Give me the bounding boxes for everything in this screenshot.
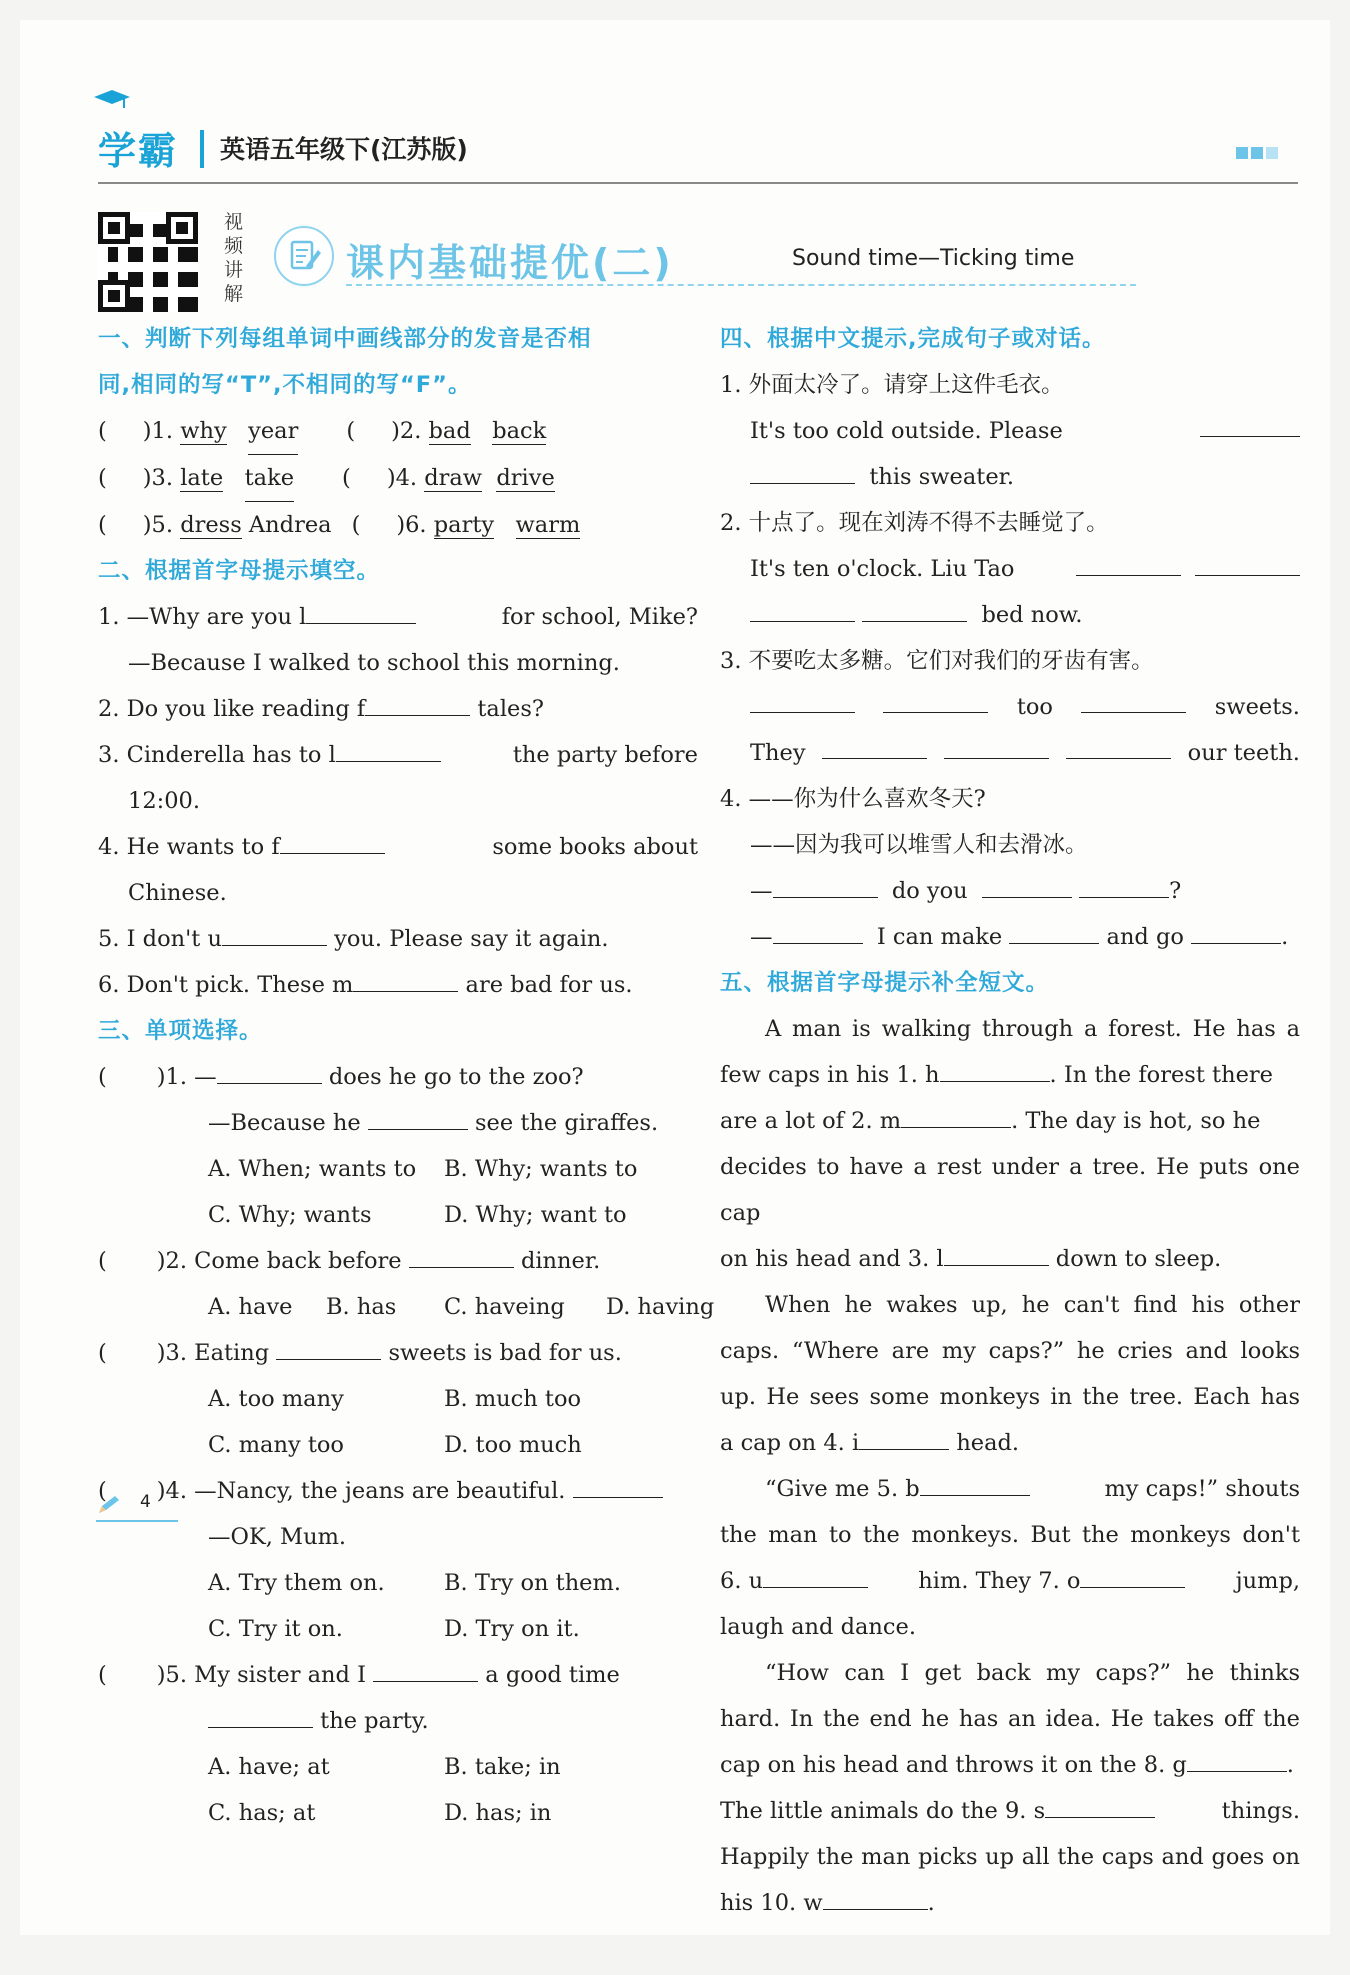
passage-line: The little animals do the 9. s things. xyxy=(720,1788,1300,1834)
left-column xyxy=(98,316,715,1836)
part3-heading: 三、单项选择。 xyxy=(98,1018,263,1044)
choice-options xyxy=(98,1146,698,1192)
answer-blank[interactable] xyxy=(373,1653,478,1682)
fill-item: 3. Cinderella has to l the party before xyxy=(98,732,698,778)
answer-paren[interactable]: ( xyxy=(98,1662,107,1688)
option[interactable]: A. Try them on. xyxy=(208,1570,385,1596)
answer-blank[interactable] xyxy=(276,1331,381,1360)
answer-paren[interactable]: ( xyxy=(98,1248,107,1274)
page-footer xyxy=(96,1492,178,1522)
choice-item: ( )3. Eating sweets is bad for us. xyxy=(98,1330,698,1376)
sentence-line: — I can make and go . xyxy=(720,914,1300,960)
answer-blank[interactable] xyxy=(1076,547,1181,576)
option[interactable]: B. Try on them. xyxy=(444,1570,621,1596)
answer-blank[interactable] xyxy=(1080,1559,1185,1588)
chinese-prompt: 3. 不要吃太多糖。它们对我们的牙齿有害。 xyxy=(720,648,1154,674)
chinese-prompt: 2. 十点了。现在刘涛不得不去睡觉了。 xyxy=(720,510,1109,536)
sentence-line: bed now. xyxy=(720,592,1300,638)
phonics-row: ( )5. dress Andrea ( )6. party warm xyxy=(98,512,581,538)
section-title: 课内基础提优(二) xyxy=(346,241,674,285)
passage-line: hard. In the end he has an idea. He takes off the xyxy=(720,1706,1300,1732)
fill-item-cont: 12:00. xyxy=(128,788,200,814)
passage-line: decides to have a rest under a tree. He puts one cap xyxy=(720,1154,1300,1226)
answer-blank[interactable] xyxy=(1079,869,1169,898)
passage-line: up. He sees some monkeys in the tree. Each has xyxy=(720,1384,1300,1410)
pencil-icon xyxy=(96,1494,122,1516)
sentence-line: It's ten o'clock. Liu Tao xyxy=(720,546,1300,592)
answer-paren[interactable]: ( xyxy=(342,465,351,491)
workbook-page xyxy=(20,20,1330,1935)
option[interactable]: B. Why; wants to xyxy=(444,1156,638,1182)
answer-blank[interactable] xyxy=(750,684,855,713)
option[interactable]: C. haveing xyxy=(444,1294,565,1320)
phonics-row: ( )1. why year ( )2. bad back xyxy=(98,408,698,455)
passage-line: are a lot of 2. m . The day is hot, so he xyxy=(720,1098,1300,1144)
choice-options xyxy=(98,1606,698,1652)
answer-blank[interactable] xyxy=(365,687,470,716)
passage-line: “How can I get back my caps?” he thinks xyxy=(765,1660,1300,1686)
answer-blank[interactable] xyxy=(1009,915,1099,944)
answer-blank[interactable] xyxy=(822,730,927,759)
section-divider xyxy=(346,284,1136,286)
notebook-pencil-icon xyxy=(274,226,334,286)
answer-blank[interactable] xyxy=(823,1881,928,1910)
brand-logo: 学霸 xyxy=(98,129,179,173)
answer-blank[interactable] xyxy=(336,733,441,762)
answer-blank[interactable] xyxy=(1081,684,1186,713)
fill-item: 4. He wants to f some books about xyxy=(98,824,698,870)
answer-paren[interactable]: ( xyxy=(98,1340,107,1366)
answer-blank[interactable] xyxy=(944,1237,1049,1266)
fill-item: 1. —Why are you l for school, Mike? xyxy=(98,594,698,640)
option[interactable]: D. having xyxy=(606,1294,715,1320)
chinese-prompt: 4. ——你为什么喜欢冬天? xyxy=(720,786,986,812)
answer-blank[interactable] xyxy=(920,1467,1030,1496)
passage-line: Happily the man picks up all the caps and goes on xyxy=(720,1844,1300,1870)
part1-heading: 一、判断下列每组单词中画线部分的发音是否相 xyxy=(98,326,592,352)
phonics-row: ( )3. late take ( )4. draw drive xyxy=(98,455,698,502)
book-title: 英语五年级下(江苏版) xyxy=(220,135,468,164)
fill-item: 6. Don't pick. These m are bad for us. xyxy=(98,962,698,1008)
option[interactable]: B. much too xyxy=(444,1386,582,1412)
answer-blank[interactable] xyxy=(750,593,855,622)
choice-options xyxy=(98,1560,698,1606)
answer-blank[interactable] xyxy=(1045,1789,1155,1818)
section-subtitle: Sound time—Ticking time xyxy=(792,246,1075,271)
answer-blank[interactable] xyxy=(353,963,458,992)
qr-code[interactable] xyxy=(98,212,198,312)
fill-item-cont: Chinese. xyxy=(128,880,227,906)
logo-divider xyxy=(200,130,204,168)
choice-item-cont: —OK, Mum. xyxy=(208,1524,347,1550)
answer-blank[interactable] xyxy=(280,825,385,854)
choice-options xyxy=(98,1284,715,1330)
passage-line: few caps in his 1. h . In the forest there xyxy=(720,1052,1300,1098)
choice-options xyxy=(98,1422,698,1468)
choice-options xyxy=(98,1790,698,1836)
answer-paren[interactable]: ( xyxy=(346,418,356,444)
option[interactable]: D. has; in xyxy=(444,1800,552,1826)
answer-paren[interactable]: ( xyxy=(351,512,361,538)
answer-paren[interactable]: ( xyxy=(98,465,107,491)
qr-label: 视频讲解 xyxy=(224,211,244,305)
sentence-line: this sweater. xyxy=(720,454,1300,500)
passage-line: caps. “Where are my caps?” he cries and looks xyxy=(720,1338,1300,1364)
answer-paren[interactable]: ( xyxy=(98,1478,107,1504)
part5-heading: 五、根据首字母提示补全短文。 xyxy=(720,970,1050,996)
sentence-line: It's too cold outside. Please xyxy=(720,408,1300,454)
option[interactable]: D. Why; want to xyxy=(444,1202,627,1228)
answer-paren[interactable]: ( xyxy=(98,512,107,538)
header-decoration xyxy=(1233,144,1278,163)
choice-item-cont: the party. xyxy=(98,1698,698,1744)
fill-item: 2. Do you like reading f tales? xyxy=(98,686,698,732)
answer-blank[interactable] xyxy=(901,1099,1011,1128)
graduation-cap-icon xyxy=(92,88,132,110)
sentence-line: — do you ? xyxy=(720,868,1300,914)
option[interactable]: C. has; at xyxy=(208,1800,316,1826)
option[interactable]: A. When; wants to xyxy=(208,1156,417,1182)
answer-blank[interactable] xyxy=(1195,547,1300,576)
answer-blank[interactable] xyxy=(409,1239,514,1268)
answer-blank[interactable] xyxy=(883,684,988,713)
option[interactable]: A. have; at xyxy=(208,1754,330,1780)
passage-line: When he wakes up, he can't find his other xyxy=(765,1292,1300,1318)
choice-options xyxy=(98,1744,698,1790)
answer-blank[interactable] xyxy=(1191,915,1281,944)
page-header xyxy=(98,102,1298,184)
answer-blank[interactable] xyxy=(1066,730,1171,759)
sentence-line: too sweets. xyxy=(720,684,1300,730)
option[interactable]: B. take; in xyxy=(444,1754,561,1780)
page-number: 4 xyxy=(140,1492,151,1512)
passage-line: laugh and dance. xyxy=(720,1614,916,1640)
answer-blank[interactable] xyxy=(944,730,1049,759)
chinese-prompt: ——因为我可以堆雪人和去滑冰。 xyxy=(750,832,1088,858)
option[interactable]: A. have xyxy=(208,1294,293,1320)
option[interactable]: B. has xyxy=(326,1294,397,1320)
answer-blank[interactable] xyxy=(773,869,878,898)
answer-blank[interactable] xyxy=(773,915,863,944)
answer-blank[interactable] xyxy=(217,1055,322,1084)
right-column xyxy=(720,316,1300,1926)
option[interactable]: A. too many xyxy=(208,1386,344,1412)
answer-blank[interactable] xyxy=(859,1421,949,1450)
option[interactable]: C. Why; wants xyxy=(208,1202,372,1228)
answer-blank[interactable] xyxy=(368,1101,468,1130)
choice-item: ( )2. Come back before dinner. xyxy=(98,1238,698,1284)
choice-options xyxy=(98,1192,698,1238)
answer-blank[interactable] xyxy=(750,455,855,484)
option[interactable]: D. too much xyxy=(444,1432,582,1458)
choice-item-cont: —Because he see the giraffes. xyxy=(98,1100,698,1146)
answer-blank[interactable] xyxy=(940,1053,1050,1082)
option[interactable]: D. Try on it. xyxy=(444,1616,580,1642)
answer-blank[interactable] xyxy=(222,917,327,946)
sentence-line: They our teeth. xyxy=(720,730,1300,776)
answer-paren[interactable]: ( xyxy=(98,1064,107,1090)
passage-line: the man to the monkeys. But the monkeys don't xyxy=(720,1522,1300,1548)
answer-paren[interactable]: ( xyxy=(98,418,107,444)
chinese-prompt: 1. 外面太冷了。请穿上这件毛衣。 xyxy=(720,372,1064,398)
answer-blank[interactable] xyxy=(862,593,967,622)
option[interactable]: C. many too xyxy=(208,1432,344,1458)
part2-heading: 二、根据首字母提示填空。 xyxy=(98,558,381,584)
fill-item-cont: —Because I walked to school this morning. xyxy=(128,650,620,676)
passage-line: A man is walking through a forest. He has a xyxy=(765,1016,1300,1042)
choice-item: ( )4. —Nancy, the jeans are beautiful. xyxy=(98,1468,698,1514)
answer-blank[interactable] xyxy=(573,1469,663,1498)
passage-line: “Give me 5. b my caps!” shouts xyxy=(720,1466,1300,1512)
choice-options xyxy=(98,1376,698,1422)
answer-blank[interactable] xyxy=(763,1559,868,1588)
fill-item: 5. I don't u you. Please say it again. xyxy=(98,916,698,962)
passage-line: on his head and 3. l down to sleep. xyxy=(720,1236,1300,1282)
answer-blank[interactable] xyxy=(306,595,416,624)
choice-item: ( )1. — does he go to the zoo? xyxy=(98,1054,698,1100)
passage-line: a cap on 4. i head. xyxy=(720,1420,1300,1466)
passage-line: 6. u him. They 7. o jump, xyxy=(720,1558,1300,1604)
answer-blank[interactable] xyxy=(208,1699,313,1728)
part1-heading-cont: 同,相同的写“T”,不相同的写“F”。 xyxy=(98,372,472,398)
answer-blank[interactable] xyxy=(1200,408,1300,437)
option[interactable]: C. Try it on. xyxy=(208,1616,343,1642)
passage-line: cap on his head and throws it on the 8. g . xyxy=(720,1742,1300,1788)
passage-line: his 10. w . xyxy=(720,1880,1300,1926)
choice-item: ( )5. My sister and I a good time xyxy=(98,1652,698,1698)
answer-blank[interactable] xyxy=(1187,1743,1287,1772)
answer-blank[interactable] xyxy=(982,869,1072,898)
part4-heading: 四、根据中文提示,完成句子或对话。 xyxy=(720,326,1106,352)
